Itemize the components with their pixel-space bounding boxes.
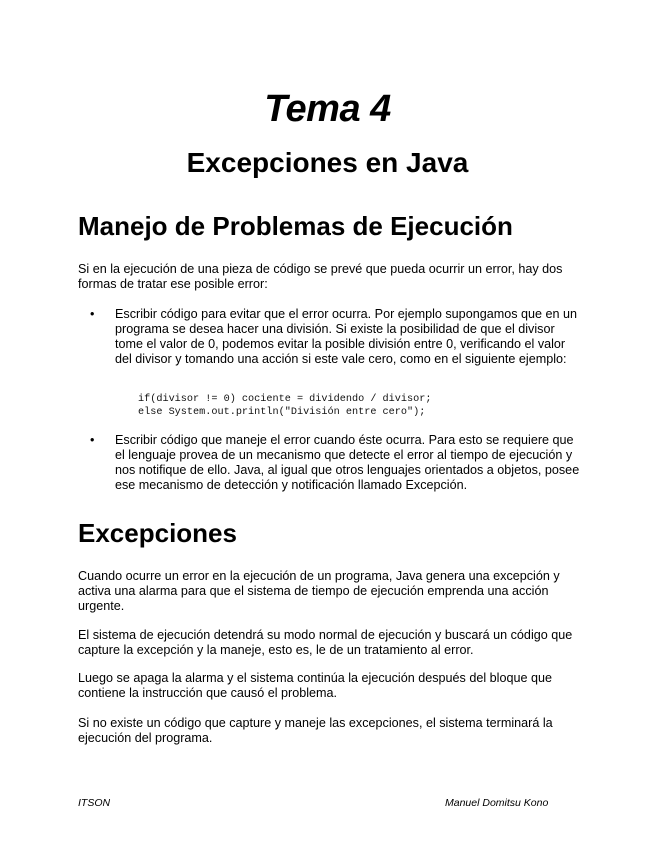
body-paragraph: El sistema de ejecución detendrá su modo normal de ejecución y buscará un código que capture la excepción y la maneje, esto es, le de un tratamiento al error. [78, 628, 573, 657]
body-paragraph: Cuando ocurre un error en la ejecución de un programa, Java genera una excepción y activa una alarma para que el sistema de tiempo de ejecución emprenda una acción urgente. [78, 569, 560, 613]
page-subtitle: Excepciones en Java [186, 147, 469, 178]
page-title: Tema 4 [264, 88, 391, 130]
code-line: if(divisor != 0) cociente = dividendo / divisor; [138, 394, 432, 405]
bullet-text: Escribir código que maneje el error cuando éste ocurra. Para esto se requiere que el lenguaje provea de un mecanismo que detecte el error al tiempo de ejecución y nos notifique de ello. Java, al igual que otros lenguajes orientados a objetos, posee ese mecanismo de detección y notificación llamado Excepción. [115, 433, 580, 492]
section-heading-excepciones: Excepciones [78, 518, 237, 548]
code-block [138, 394, 578, 419]
code-line: else System.out.println("División entre cero"); [138, 406, 426, 418]
bullet-icon: • [90, 307, 95, 321]
intro-paragraph: Si en la ejecución de una pieza de código se prevé que pueda ocurrir un error, hay dos formas de tratar ese posible error: [78, 262, 563, 291]
body-paragraph: Luego se apaga la alarma y el sistema continúa la ejecución después del bloque que contiene la instrucción que causó el problema. [78, 671, 552, 700]
bullet-text: Escribir código para evitar que el error ocurra. Por ejemplo supongamos que en un programa se desea hacer una división. Si existe la posibilidad de que el divisor tome el valor de 0, podemos evitar la posible división entre 0, verificando el valor del divisor y tomando una acción si este vale cero, como en el siguiente ejemplo: [115, 307, 578, 366]
list-item [90, 307, 580, 367]
body-paragraph: Si no existe un código que capture y maneje las excepciones, el sistema terminará la ejecución del programa. [78, 716, 553, 745]
bullet-icon: • [90, 433, 95, 447]
footer-author: Manuel Domitsu Kono [445, 797, 549, 809]
section-heading-manejo: Manejo de Problemas de Ejecución [78, 211, 513, 241]
list-item [90, 433, 580, 493]
footer-institution: ITSON [78, 797, 111, 809]
